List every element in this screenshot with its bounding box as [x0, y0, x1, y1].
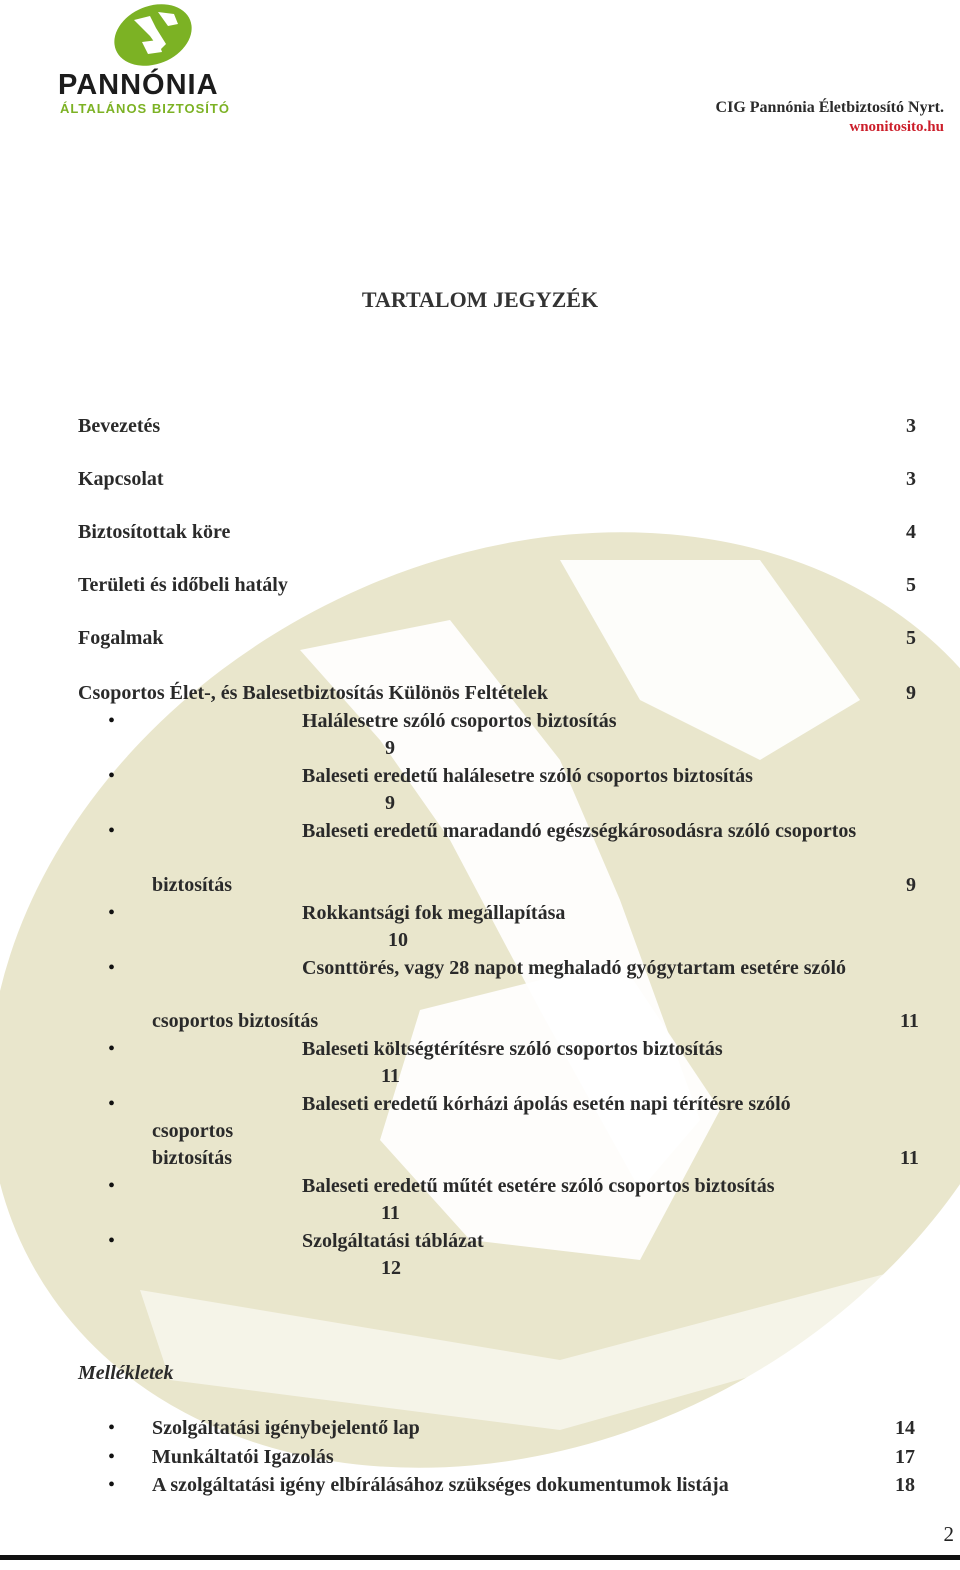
logo-name: PANNÓNIA [58, 69, 219, 101]
toc-subentry-page: 12 [381, 1257, 401, 1279]
toc-subentry-label: Rokkantsági fok megállapítása [302, 902, 566, 924]
toc-subentry-label: Baleseti eredetű műtét esetére szóló csoportos biztosítás [302, 1175, 775, 1197]
toc-entry-page: 9 [906, 682, 916, 704]
pannonia-emblem-icon [112, 2, 194, 68]
bullet-icon: • [108, 1230, 116, 1252]
toc-subentry-page: 9 [385, 792, 395, 814]
toc-subentry-label: Baleseti eredetű halálesetre szóló csoportos biztosítás [302, 765, 753, 787]
page-number: 2 [943, 1522, 954, 1546]
bullet-icon: • [108, 1038, 116, 1060]
toc-subentry-label: Csonttörés, vagy 28 napot meghaladó gyógytartam esetére szóló [302, 957, 846, 979]
bullet-icon: • [108, 1474, 116, 1496]
toc-subentry-label: Baleseti eredetű kórházi ápolás esetén napi térítésre szóló [302, 1093, 791, 1115]
toc-subentry-label-continued: csoportos [152, 1120, 234, 1142]
logo-subtitle: ÁLTALÁNOS BIZTOSÍTÓ [60, 101, 230, 116]
toc-subentry-label: Baleseti eredetű maradandó egészségkárosodásra szóló csoportos [302, 820, 857, 842]
toc-entry-page: 3 [906, 415, 916, 437]
toc-subentry-label-continued: biztosítás [152, 1147, 232, 1169]
toc-entry-label: Fogalmak [78, 627, 164, 649]
appendix-label: Munkáltatói Igazolás [152, 1446, 334, 1468]
toc-subentry-label: Baleseti költségtérítésre szóló csoportos biztosítás [302, 1038, 723, 1060]
toc-subentry-page: 10 [388, 929, 408, 951]
toc-subentry-page: 11 [900, 1147, 919, 1169]
toc-subentry-page: 11 [381, 1202, 400, 1224]
toc-subentry-label: Szolgáltatási táblázat [302, 1230, 484, 1252]
bullet-icon: • [108, 820, 116, 842]
company-logo [52, 0, 262, 122]
appendix-page: 17 [895, 1446, 915, 1468]
company-name: CIG Pannónia Életbiztosító Nyrt. [715, 99, 944, 116]
footer-rule [0, 1555, 960, 1560]
appendix-page: 18 [895, 1474, 915, 1496]
appendix-label: Szolgáltatási igénybejelentő lap [152, 1417, 420, 1439]
toc-entry-page: 4 [906, 521, 916, 543]
company-website: wnonitosito.hu [849, 119, 944, 135]
toc-subentry-label-continued: csoportos biztosítás [152, 1010, 319, 1032]
appendix-label: A szolgáltatási igény elbírálásához szükséges dokumentumok listája [152, 1474, 729, 1496]
toc-subentry-page: 11 [381, 1065, 400, 1087]
toc-entry-label: Bevezetés [78, 415, 161, 437]
toc-entry-label: Biztosítottak köre [78, 521, 231, 543]
bullet-icon: • [108, 957, 116, 979]
bullet-icon: • [108, 1446, 116, 1468]
bullet-icon: • [108, 1175, 116, 1197]
appendices-heading: Mellékletek [78, 1362, 174, 1384]
toc-title: TARTALOM JEGYZÉK [361, 287, 599, 312]
toc-entry-page: 5 [906, 574, 916, 596]
toc-entry-label: Kapcsolat [78, 468, 164, 490]
bullet-icon: • [108, 1093, 116, 1115]
appendix-page: 14 [895, 1417, 915, 1439]
bullet-icon: • [108, 1417, 116, 1439]
toc-entry-label: Területi és időbeli hatály [78, 574, 288, 596]
toc-subentry-label-continued: biztosítás [152, 874, 232, 896]
toc-subentry-label: Halálesetre szóló csoportos biztosítás [302, 710, 617, 732]
toc-entry-page: 5 [906, 627, 916, 649]
toc-subentry-page: 9 [385, 737, 395, 759]
bullet-icon: • [108, 710, 116, 732]
toc-subentry-page: 9 [906, 874, 916, 896]
bullet-icon: • [108, 765, 116, 787]
bullet-icon: • [108, 902, 116, 924]
toc-entry-page: 3 [906, 468, 916, 490]
toc-subentry-page: 11 [900, 1010, 919, 1032]
toc-entry-label: Csoportos Élet-, és Balesetbiztosítás Különös Feltételek [78, 682, 548, 704]
